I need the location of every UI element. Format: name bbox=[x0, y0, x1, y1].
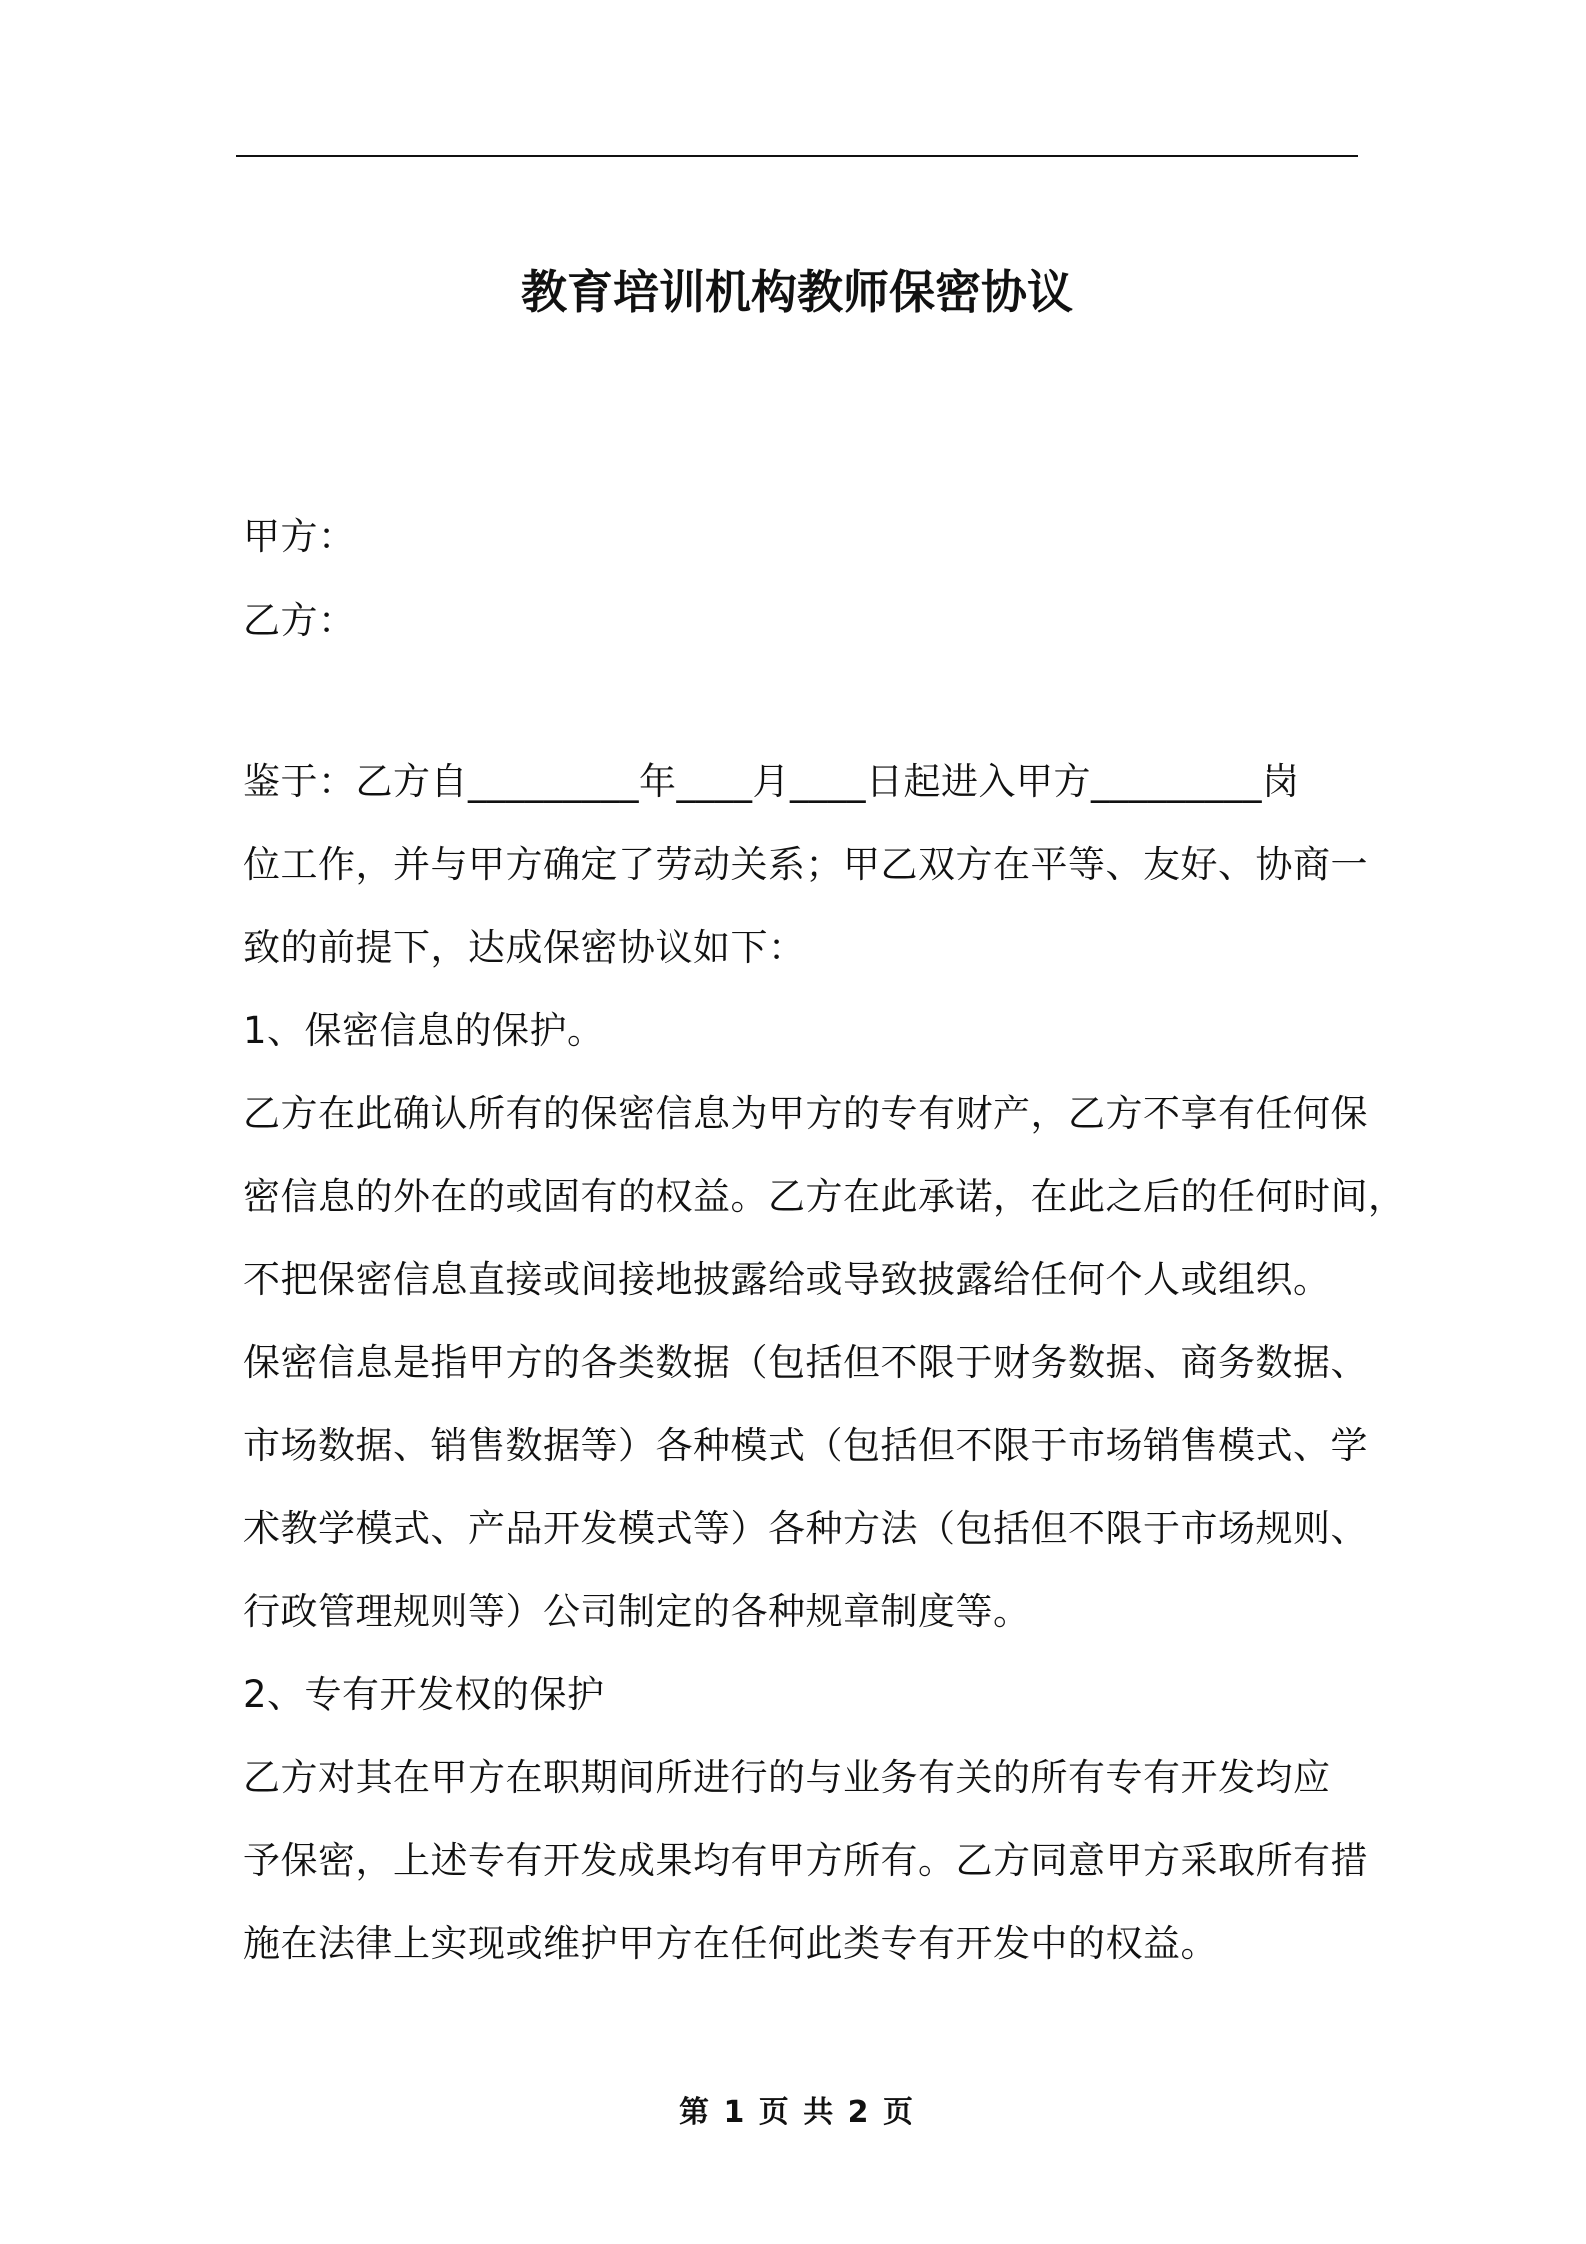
party-block bbox=[243, 495, 1353, 663]
body-line: 乙方对其在甲方在职期间所进行的与业务有关的所有专有开发均应 bbox=[243, 1756, 1331, 1799]
section-heading: 1、保密信息的保护。 bbox=[243, 1009, 605, 1052]
party-b-label: 乙方： bbox=[243, 599, 356, 642]
body-line: 予保密，上述专有开发成果均有甲方所有。乙方同意甲方采取所有措 bbox=[243, 1839, 1368, 1882]
header-rule bbox=[236, 155, 1358, 157]
body-line: 位工作，并与甲方确定了劳动关系；甲乙双方在平等、友好、协商一 bbox=[243, 843, 1368, 886]
body-line: 术教学模式、产品开发模式等）各种方法（包括但不限于市场规则、 bbox=[243, 1507, 1368, 1550]
body-line: 施在法律上实现或维护甲方在任何此类专有开发中的权益。 bbox=[243, 1922, 1218, 1965]
document-title: 教育培训机构教师保密协议 bbox=[521, 265, 1073, 319]
body-line: 密信息的外在的或固有的权益。乙方在此承诺，在此之后的任何时间， bbox=[243, 1175, 1406, 1218]
party-a-label: 甲方： bbox=[243, 515, 356, 558]
body-line: 保密信息是指甲方的各类数据（包括但不限于财务数据、商务数据、 bbox=[243, 1341, 1368, 1384]
agreement-body bbox=[243, 740, 1406, 1985]
body-line: 鉴于：乙方自_________年____月____日起进入甲方_________岗 bbox=[243, 760, 1300, 803]
body-line: 行政管理规则等）公司制定的各种规章制度等。 bbox=[243, 1590, 1031, 1633]
body-line: 市场数据、销售数据等）各种模式（包括但不限于市场销售模式、学 bbox=[243, 1424, 1368, 1467]
section-heading: 2、专有开发权的保护 bbox=[243, 1673, 605, 1716]
body-line: 致的前提下，达成保密协议如下： bbox=[243, 926, 806, 969]
body-line: 乙方在此确认所有的保密信息为甲方的专有财产，乙方不享有任何保 bbox=[243, 1092, 1368, 1135]
body-line: 不把保密信息直接或间接地披露给或导致披露给任何个人或组织。 bbox=[243, 1258, 1331, 1301]
page-number: 第 1 页 共 2 页 bbox=[679, 2095, 915, 2130]
